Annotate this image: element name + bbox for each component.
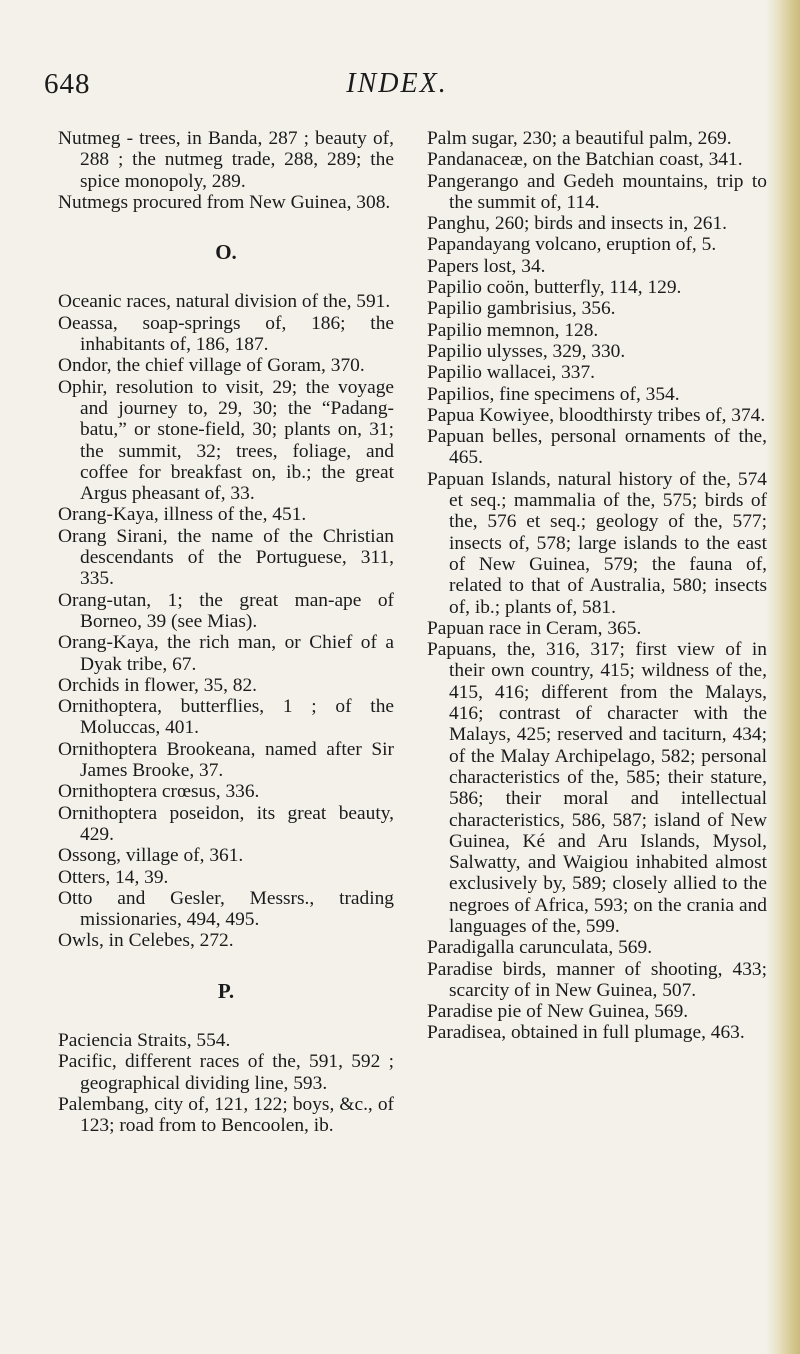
index-entry: Papers lost, 34. xyxy=(427,255,546,277)
index-entry: Orchids in flower, 35, 82. xyxy=(58,674,258,696)
p-entries xyxy=(58,1030,394,1136)
index-entry: Panghu, 260; birds and insects in, 261. xyxy=(427,213,727,235)
section-heading-o: O. xyxy=(215,240,237,265)
index-entry: Papua Kowiyee, bloodthirsty tribes of, 374. xyxy=(427,404,766,426)
right-entries xyxy=(427,128,767,1044)
index-entry: Orang-Kaya, the rich man, or Chief of a Dyak tribe, 67. xyxy=(58,632,394,675)
page-header xyxy=(44,68,750,108)
index-entry: Papilio wallacei, 337. xyxy=(427,362,596,384)
index-entry: Pacific, different races of the, 591, 592 ; geographical dividing line, 593. xyxy=(58,1051,394,1094)
index-entry: Otters, 14, 39. xyxy=(58,866,169,888)
index-entry: Orang Sirani, the name of the Christian descendants of the Portuguese, 311, 335. xyxy=(58,525,394,590)
index-entry: Ornithoptera Brookeana, named after Sir James Brooke, 37. xyxy=(58,738,394,782)
index-entry: Papilio coön, butterfly, 114, 129. xyxy=(427,277,682,299)
index-entry: Ondor, the chief village of Goram, 370. xyxy=(58,355,365,377)
index-entry: Papilio gambrisius, 356. xyxy=(427,298,616,320)
index-entry: Papilio memnon, 128. xyxy=(427,319,599,341)
right-column xyxy=(427,128,767,1044)
index-entry: Papilios, fine specimens of, 354. xyxy=(427,383,680,405)
index-entry: Pandanaceæ, on the Batchian coast, 341. xyxy=(427,149,743,171)
index-entry: Ornithoptera crœsus, 336. xyxy=(58,781,260,803)
index-entry: Papuan race in Ceram, 365. xyxy=(427,617,642,639)
index-entry: Papuans, the, 316, 317; first view of in their own country, 415; wildness of the, 415, 416; different from the Malays, 416; contrast of character with the Malays, 425; reserved and taciturn, 434; of the Malay Archipelago, 582; personal characteristics of the, 585; their stature, 586; their moral and intellectual characteristics, 586, 587; island of New Guinea, Ké and Aru Islands, Mysol, Salwatty, and Waigiou inhabited almost exclusively by, 589; closely allied to the negroes of Africa, 593; on the crania and languages of the, 599. xyxy=(427,639,767,937)
index-entry: Palembang, city of, 121, 122; boys, &c., of 123; road from to Bencoolen, ib. xyxy=(58,1093,394,1137)
index-entry: Oeassa, soap-springs of, 186; the inhabitants of, 186, 187. xyxy=(58,312,394,356)
index-entry: Papilio ulysses, 329, 330. xyxy=(427,340,626,362)
page-number: 648 xyxy=(44,68,91,100)
running-title: INDEX. xyxy=(346,68,448,99)
index-entry: Ornithoptera poseidon, its great beauty, 429. xyxy=(58,802,394,845)
index-entry: Ossong, village of, 361. xyxy=(58,845,244,867)
index-entry: Papuan belles, personal ornaments of the, 465. xyxy=(427,426,767,469)
index-entry: Pangerango and Gedeh mountains, trip to the summit of, 114. xyxy=(427,170,767,213)
n-entries xyxy=(58,128,394,213)
index-entry: Otto and Gesler, Messrs., trading missionaries, 494, 495. xyxy=(58,887,394,931)
index-entry: Owls, in Celebes, 272. xyxy=(58,930,234,952)
index-entry: Paciencia Straits, 554. xyxy=(58,1029,231,1051)
index-entry: Palm sugar, 230; a beautiful palm, 269. xyxy=(427,128,732,149)
index-entry: Paradisea, obtained in full plumage, 463. xyxy=(427,1022,745,1044)
page-edge-shadow xyxy=(766,0,800,1354)
section-heading-p: P. xyxy=(217,978,235,1003)
index-entry: Nutmeg - trees, in Banda, 287 ; beauty of, 288 ; the nutmeg trade, 288, 289; the spice monopoly, 289. xyxy=(58,128,394,192)
index-entry: Papuan Islands, natural history of the, 574 et seq.; mammalia of the, 575; birds of the, 576 et seq.; geology of the, 577; insects of, 578; large islands to the east of New Guinea, 579; the fauna of, related to that of Australia, 580; insects of, ib.; plants of, 581. xyxy=(427,468,767,618)
index-entry: Papandayang volcano, eruption of, 5. xyxy=(427,234,717,256)
index-entry: Ophir, resolution to visit, 29; the voyage and journey to, 29, 30; the “Padang-batu,” or stone-field, 30; plants on, 31; the summit, 32; trees, foliage, and coffee for breakfast on, ib.; the great Argus pheasant of, 33. xyxy=(58,376,394,505)
index-entry: Paradise pie of New Guinea, 569. xyxy=(427,1001,689,1023)
o-entries xyxy=(58,291,394,951)
index-entry: Nutmegs procured from New Guinea, 308. xyxy=(58,191,391,213)
index-entry: Ornithoptera, butterflies, 1 ; of the Moluccas, 401. xyxy=(58,696,394,739)
index-entry: Paradigalla carunculata, 569. xyxy=(427,937,653,959)
index-entry: Orang-Kaya, illness of the, 451. xyxy=(58,504,307,526)
index-entry: Orang-utan, 1; the great man-ape of Borneo, 39 (see Mias). xyxy=(58,589,394,632)
left-column xyxy=(58,128,394,1136)
index-entry: Paradise birds, manner of shooting, 433; scarcity of in New Guinea, 507. xyxy=(427,958,767,1001)
index-entry: Oceanic races, natural division of the, 591. xyxy=(58,291,391,313)
